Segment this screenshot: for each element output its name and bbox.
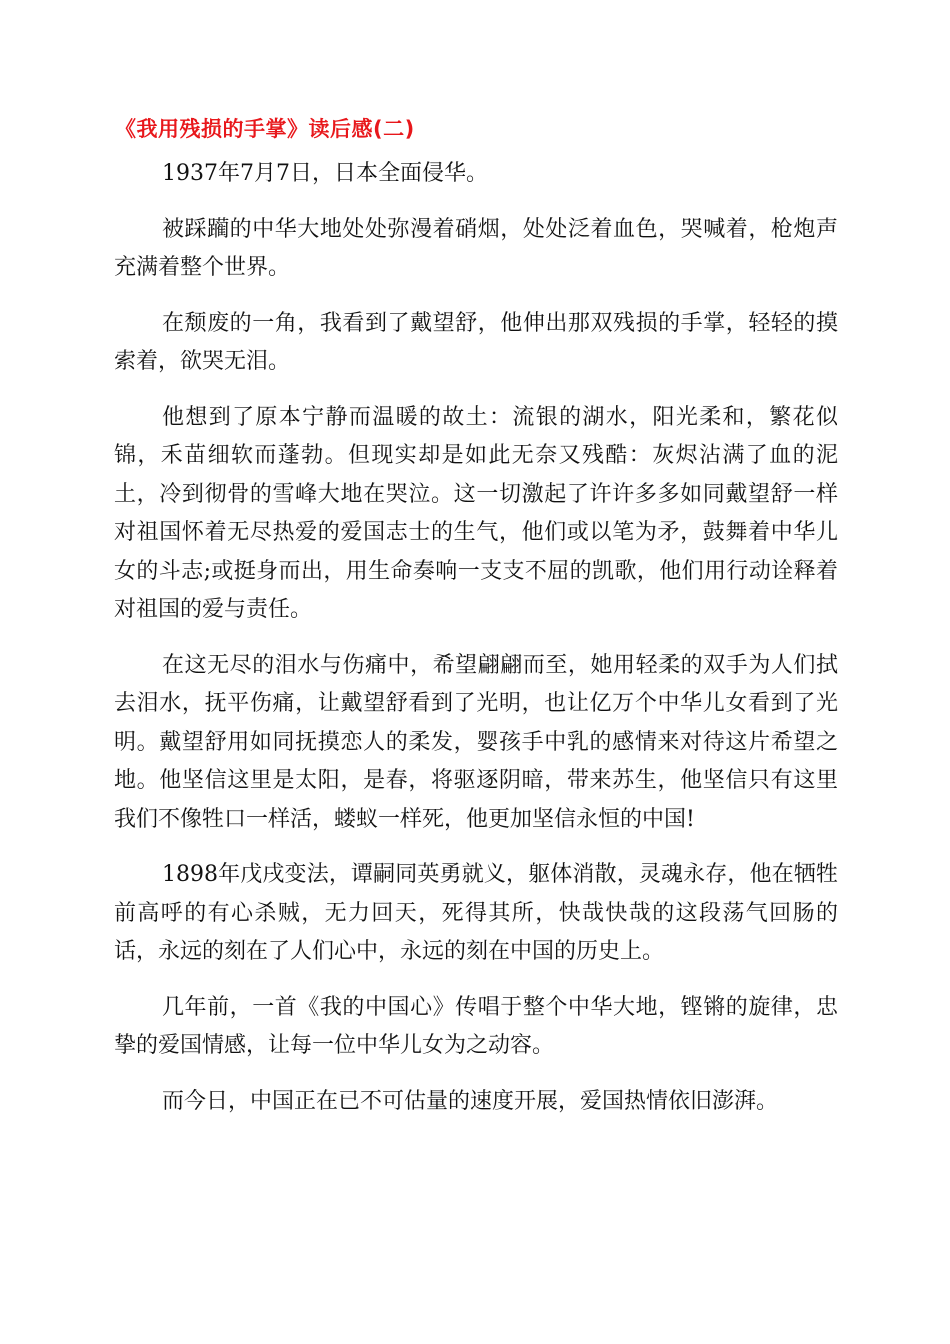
paragraph: 1898年戊戌变法，谭嗣同英勇就义，躯体消散，灵魂永存，他在牺牲前高呼的有心杀贼，无力回天，死得其所，快哉快哉的这段荡气回肠的话，永远的刻在了人们心中，永远的刻在中国的历史上。 [114,862,838,964]
paragraph: 几年前，一首《我的中国心》传唱于整个中华大地，铿锵的旋律，忠挚的爱国情感，让每一位中华儿女为之动容。 [114,994,838,1058]
paragraph: 1937年7月7日，日本全面侵华。 [162,161,488,186]
document-body [114,155,838,1138]
paragraph: 他想到了原本宁静而温暖的故土：流银的湖水，阳光柔和，繁花似锦，禾苗细软而蓬勃。但现实却是如此无奈又残酷：灰烬沾满了血的泥土，冷到彻骨的雪峰大地在哭泣。这一切激起了许许多多如同戴望舒一样对祖国怀着无尽热爱的爱国志士的生气，他们或以笔为矛，鼓舞着中华儿女的斗志;或挺身而出，用生命奏响一支支不屈的凯歌，他们用行动诠释着对祖国的爱与责任。 [114,404,838,622]
paragraph: 在颓废的一角，我看到了戴望舒，他伸出那双残损的手掌，轻轻的摸索着，欲哭无泪。 [114,310,838,374]
document-title: 《我用残损的手掌》读后感(二) [115,117,415,141]
paragraph: 被踩躏的中华大地处处弥漫着硝烟，处处泛着血色，哭喊着，枪炮声充满着整个世界。 [114,216,838,280]
paragraph: 在这无尽的泪水与伤痛中，希望翩翩而至，她用轻柔的双手为人们拭去泪水，抚平伤痛，让戴望舒看到了光明，也让亿万个中华儿女看到了光明。戴望舒用如同抚摸恋人的柔发，婴孩手中乳的感情来对待这片希望之地。他坚信这里是太阳，是春，将驱逐阴暗，带来苏生，他坚信只有这里我们不像牲口一样活，蝼蚁一样死，他更加坚信永恒的中国! [114,652,838,832]
paragraph: 而今日，中国正在已不可估量的速度开展，爱国热情依旧澎湃。 [162,1088,779,1114]
